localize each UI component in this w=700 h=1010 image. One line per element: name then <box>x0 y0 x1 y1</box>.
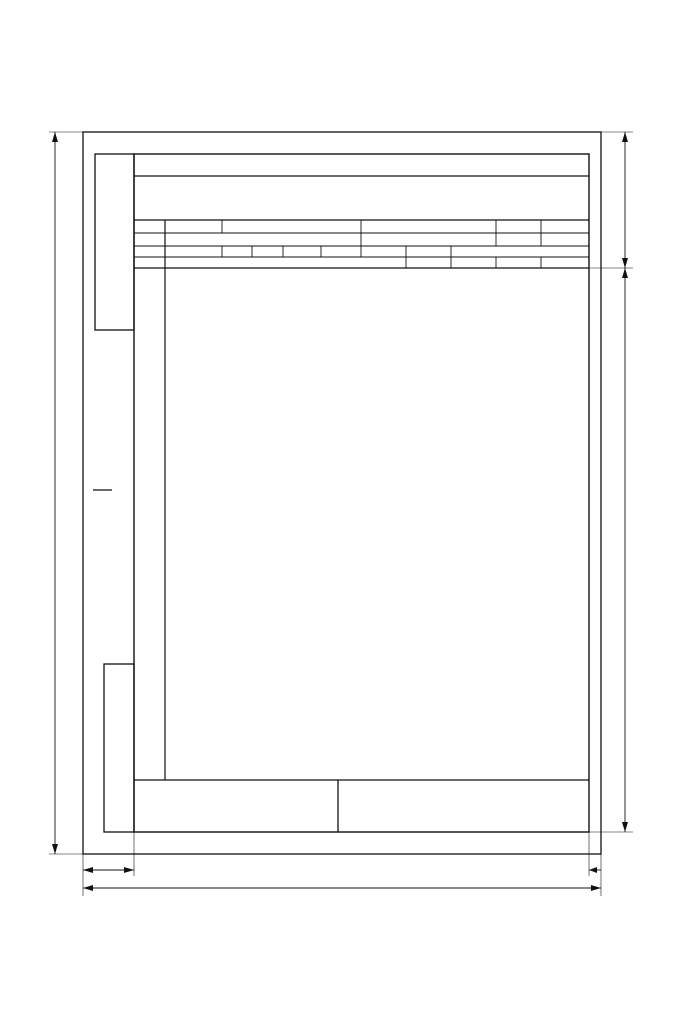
form-frame <box>134 154 589 832</box>
side-stamp-bottom <box>104 664 134 832</box>
side-stamp-top <box>95 154 134 330</box>
sheet-outline <box>83 132 601 854</box>
